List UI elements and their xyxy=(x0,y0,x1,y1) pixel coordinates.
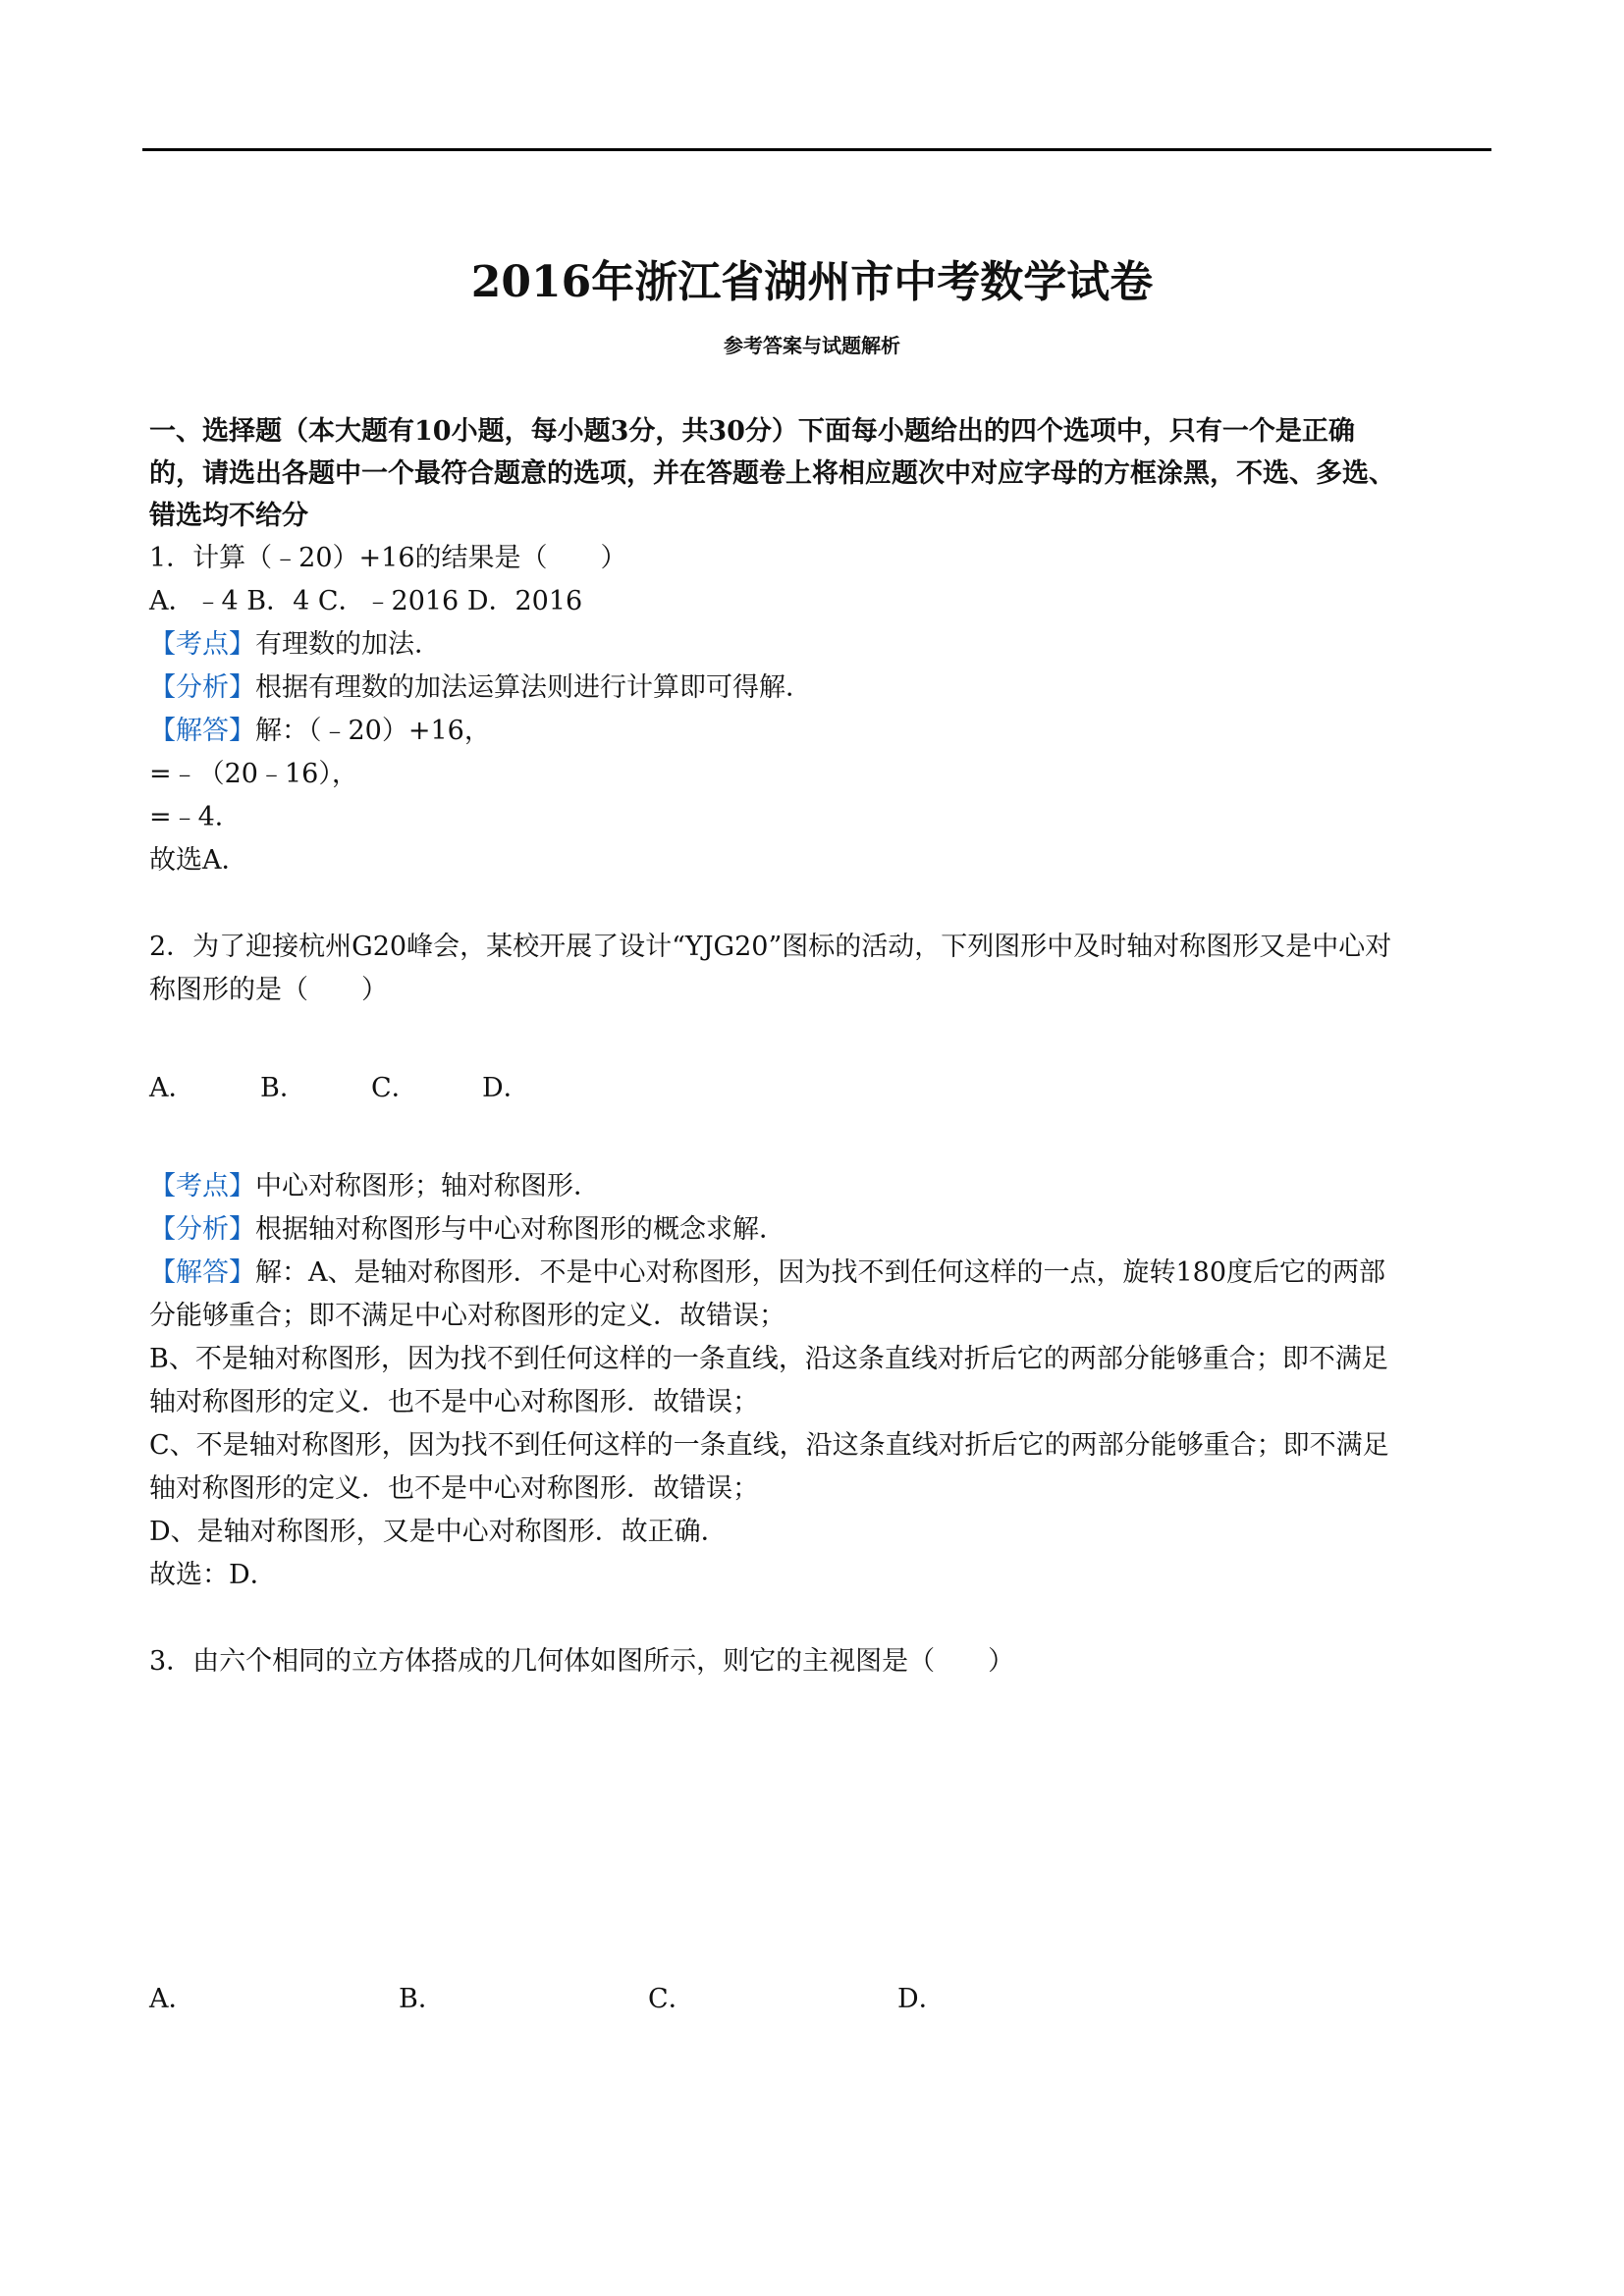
solution-line: 分能够重合；即不满足中心对称图形的定义．故错误； xyxy=(149,1301,785,1331)
jieda-text: 解：（﹣20）+16， xyxy=(255,716,491,746)
solution-line: 故选：D． xyxy=(149,1560,277,1590)
page-title: 2016年浙江省湖州市中考数学试卷 xyxy=(470,257,1154,307)
question-1 xyxy=(149,537,1487,882)
option-b: B． xyxy=(260,1073,306,1103)
fenxi-tag: 【分析】 xyxy=(149,1214,255,1245)
kaodian-text: 有理数的加法． xyxy=(255,629,441,660)
question-1-options: A．﹣4 B．4 C．﹣2016 D．2016 xyxy=(149,586,583,616)
jieda-text: 解：A、是轴对称图形．不是中心对称图形，因为找不到任何这样的一点，旋转180度后它的两部 xyxy=(255,1257,1386,1288)
question-2-kaodian xyxy=(149,1165,1487,1208)
question-2-options xyxy=(149,1067,1487,1110)
option-c: C． xyxy=(648,1984,695,2014)
kaodian-text: 中心对称图形；轴对称图形． xyxy=(255,1171,600,1201)
spacer xyxy=(149,1110,1487,1165)
question-2-stem-line: 称图形的是（ ） xyxy=(149,975,388,1005)
header-rule xyxy=(142,148,1491,151)
jieda-tag: 【解答】 xyxy=(149,1257,255,1288)
fenxi-text: 根据有理数的加法运算法则进行计算即可得解． xyxy=(255,672,812,703)
kaodian-tag: 【考点】 xyxy=(149,1171,255,1201)
option-d: D． xyxy=(482,1073,530,1103)
question-1-stem: 1．计算（﹣20）+16的结果是（ ） xyxy=(149,543,627,573)
question-2 xyxy=(149,926,1487,1597)
question-2-fenxi xyxy=(149,1208,1487,1252)
solution-line: C、不是轴对称图形，因为找不到任何这样的一条直线，沿这条直线对折后它的两部分能够重合；即不满足 xyxy=(149,1430,1389,1461)
solution-step: 故选A． xyxy=(149,845,248,876)
question-3-options xyxy=(149,1978,1487,2021)
option-a: A． xyxy=(149,1073,195,1103)
solution-line: B、不是轴对称图形，因为找不到任何这样的一条直线，沿这条直线对折后它的两部分能够重合；即不满足 xyxy=(149,1344,1388,1374)
spacer xyxy=(149,882,1487,926)
solution-step: =﹣4． xyxy=(149,802,242,832)
solution-line: 轴对称图形的定义．也不是中心对称图形．故错误； xyxy=(149,1387,759,1417)
question-3 xyxy=(149,1640,1487,2021)
fenxi-tag: 【分析】 xyxy=(149,672,255,703)
solution-step: =﹣（20﹣16）， xyxy=(149,759,358,789)
question-1-fenxi xyxy=(149,667,1487,710)
spacer xyxy=(149,1012,1487,1067)
question-2-stem-line: 2．为了迎接杭州G20峰会，某校开展了设计“YJG20”图标的活动，下列图形中及时轴对称图形又是中心对 xyxy=(149,932,1392,962)
question-1-jieda xyxy=(149,710,1487,753)
jieda-tag: 【解答】 xyxy=(149,716,255,746)
option-a: A． xyxy=(149,1984,195,2014)
section-heading-line: 一、选择题（本大题有10小题，每小题3分，共30分）下面每小题给出的四个选项中，只有一个是正确 xyxy=(149,416,1355,447)
option-d: D． xyxy=(897,1984,946,2014)
section-heading xyxy=(149,410,1487,537)
solution-line: D、是轴对称图形，又是中心对称图形．故正确． xyxy=(149,1517,728,1547)
figure-area xyxy=(149,1683,1487,1978)
section-heading-line: 的，请选出各题中一个最符合题意的选项，并在答题卷上将相应题次中对应字母的方框涂黑，不选、多选、 xyxy=(149,458,1395,489)
option-b: B． xyxy=(399,1984,445,2014)
spacer xyxy=(149,1597,1487,1640)
fenxi-text: 根据轴对称图形与中心对称图形的概念求解． xyxy=(255,1214,785,1245)
page-subtitle: 参考答案与试题解析 xyxy=(724,334,900,357)
question-1-kaodian xyxy=(149,623,1487,667)
section-heading-line: 错选均不给分 xyxy=(149,501,308,531)
option-c: C． xyxy=(371,1073,418,1103)
solution-line: 轴对称图形的定义．也不是中心对称图形．故错误； xyxy=(149,1473,759,1504)
kaodian-tag: 【考点】 xyxy=(149,629,255,660)
document-body xyxy=(149,410,1487,2021)
question-3-stem: 3．由六个相同的立方体搭成的几何体如图所示，则它的主视图是（ ） xyxy=(149,1646,1015,1677)
question-2-jieda xyxy=(149,1252,1487,1295)
